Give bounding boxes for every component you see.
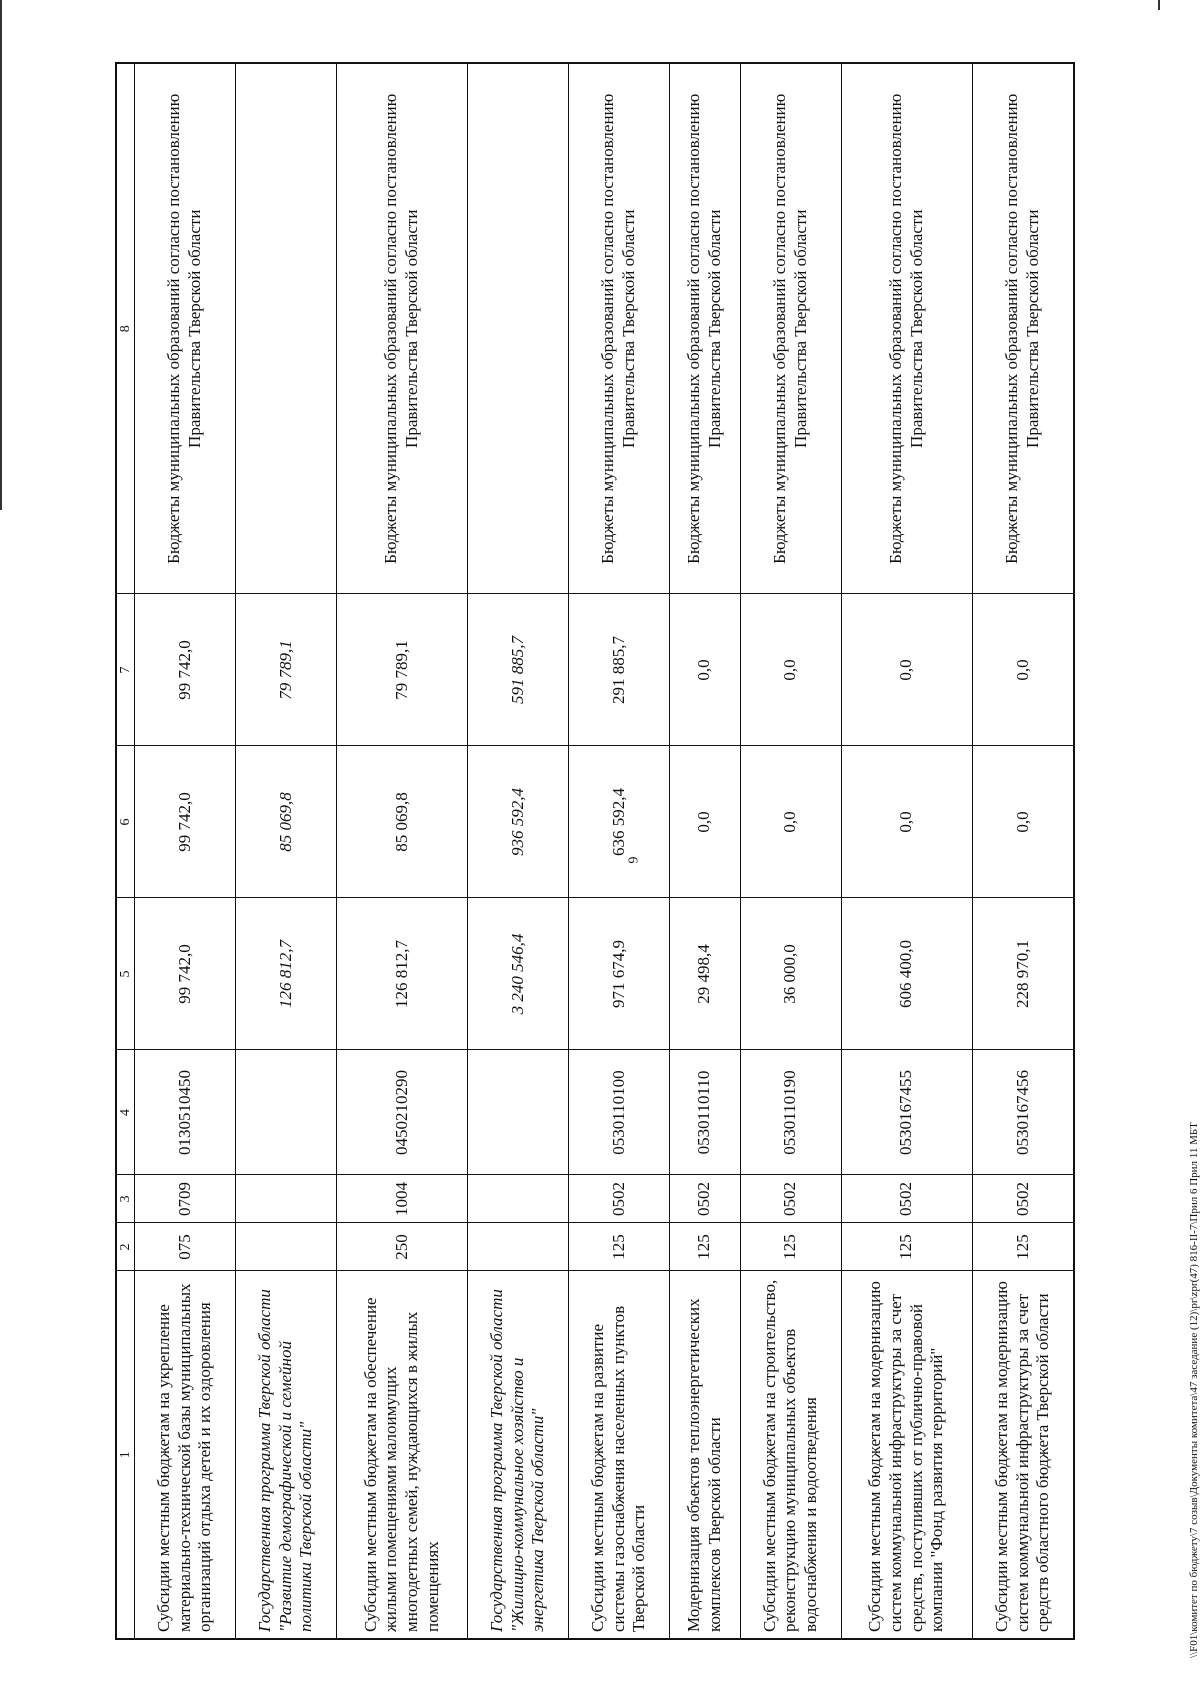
cell-col-6: 0,0 [972,746,1074,898]
page-number: 6 [624,856,640,864]
cell-col-6: 0,0 [670,746,741,898]
rotated-table-container [115,64,1075,1640]
cell-col-8 [468,63,569,594]
cell-col-7: 0,0 [670,594,741,746]
table-row [740,63,841,1639]
scan-edge-mark-left [0,0,2,510]
cell-col-7: 591 885,7 [468,594,569,746]
column-header: 2 [116,1223,135,1271]
cell-col-8: Бюджеты муниципальных образований согласно постановлению Правительства Тверской области [135,63,236,594]
cell-col-3 [468,1175,569,1223]
cell-col-6: 85 069,8 [336,746,467,898]
table-row [670,63,741,1639]
table-header-row [116,63,135,1639]
row-name: Государственная программа Тверской области "Жилищно-коммунальное хозяйство и энергетика Тверской области" [468,1271,569,1639]
row-name: Субсидии местным бюджетам на строительство, реконструкцию муниципальных объектов водоснабжения и водоотведения [740,1271,841,1639]
column-header: 3 [116,1175,135,1223]
cell-col-4 [468,1050,569,1175]
cell-col-2: 125 [841,1223,972,1271]
cell-col-7: 79 789,1 [236,594,337,746]
cell-col-4: 0130510450 [135,1050,236,1175]
cell-col-7: 99 742,0 [135,594,236,746]
cell-col-6: 99 742,0 [135,746,236,898]
row-name: Субсидии местным бюджетам на развитие системы газоснабжения населенных пунктов Тверской области [569,1271,670,1639]
cell-col-3: 0502 [972,1175,1074,1223]
cell-col-4: 0530110110 [670,1050,741,1175]
subsidies-table [115,62,1075,1640]
cell-col-6: 936 592,4 [468,746,569,898]
cell-col-2: 125 [670,1223,741,1271]
cell-col-5: 971 674,9 [569,898,670,1050]
cell-col-3: 0502 [670,1175,741,1223]
column-header: 5 [116,898,135,1050]
cell-col-8: Бюджеты муниципальных образований согласно постановлению Правительства Тверской области [569,63,670,594]
cell-col-7: 79 789,1 [336,594,467,746]
cell-col-2: 125 [740,1223,841,1271]
cell-col-6: 0,0 [740,746,841,898]
cell-col-5: 228 970,1 [972,898,1074,1050]
cell-col-2: 250 [336,1223,467,1271]
cell-col-3: 0502 [841,1175,972,1223]
row-name: Государственная программа Тверской области "Развитие демографической и семейной политики Тверской области" [236,1271,337,1639]
row-name: Субсидии местным бюджетам на модернизацию систем коммунальной инфраструктуры за счет средств, поступивших от публично-правовой компании "Фонд развития территорий" [841,1271,972,1639]
table-row [841,63,972,1639]
cell-col-7: 0,0 [740,594,841,746]
cell-col-5: 29 498,4 [670,898,741,1050]
cell-col-2: 125 [972,1223,1074,1271]
table-row-program [236,63,337,1639]
cell-col-8: Бюджеты муниципальных образований согласно постановлению Правительства Тверской области [336,63,467,594]
cell-col-2 [468,1223,569,1271]
cell-col-6: 0,0 [841,746,972,898]
cell-col-2 [236,1223,337,1271]
cell-col-2: 125 [569,1223,670,1271]
row-name: Модернизация объектов теплоэнергетических комплексов Тверской области [670,1271,741,1639]
cell-col-5: 36 000,0 [740,898,841,1050]
cell-col-3: 0502 [569,1175,670,1223]
cell-col-8: Бюджеты муниципальных образований согласно постановлению Правительства Тверской области [670,63,741,594]
cell-col-5: 99 742,0 [135,898,236,1050]
cell-col-4: 0530110190 [740,1050,841,1175]
cell-col-5: 606 400,0 [841,898,972,1050]
cell-col-8: Бюджеты муниципальных образований согласно постановлению Правительства Тверской области [972,63,1074,594]
column-header: 8 [116,63,135,594]
table-row [135,63,236,1639]
column-header: 4 [116,1050,135,1175]
column-header: 1 [116,1271,135,1639]
cell-col-5: 3 240 546,4 [468,898,569,1050]
table-row-program [468,63,569,1639]
cell-col-7: 0,0 [972,594,1074,746]
cell-col-6: 636 592,4 [569,746,670,898]
cell-col-4 [236,1050,337,1175]
cell-col-3: 0502 [740,1175,841,1223]
cell-col-8 [236,63,337,594]
cell-col-2: 075 [135,1223,236,1271]
cell-col-4: 0530167456 [972,1050,1074,1175]
column-header: 7 [116,594,135,746]
table-row [972,63,1074,1639]
cell-col-5: 126 812,7 [236,898,337,1050]
row-name: Субсидии местным бюджетам на обеспечение жилыми помещениями малоимущих многодетных семей, нуждающихся в жилых помещениях [336,1271,467,1639]
cell-col-7: 291 885,7 [569,594,670,746]
cell-col-8: Бюджеты муниципальных образований согласно постановлению Правительства Тверской области [740,63,841,594]
cell-col-3 [236,1175,337,1223]
column-header: 6 [116,746,135,898]
cell-col-4: 0530110100 [569,1050,670,1175]
cell-col-7: 0,0 [841,594,972,746]
row-name: Субсидии местным бюджетам на укрепление материально-технической базы муниципальных организаций отдыха детей и их оздоровления [135,1271,236,1639]
cell-col-3: 0709 [135,1175,236,1223]
cell-col-6: 85 069,8 [236,746,337,898]
cell-col-3: 1004 [336,1175,467,1223]
table-row [336,63,467,1639]
footer-file-path: \\F01\комитет по бюджету\7 созыв\Документы комитета\47 заседание (12)\pr\zpr(47) 816-II-7\Прил 6 Прил 11 МБТ [1188,1122,1200,1658]
cell-col-8: Бюджеты муниципальных образований согласно постановлению Правительства Тверской области [841,63,972,594]
row-name: Субсидии местным бюджетам на модернизацию систем коммунальной инфраструктуры за счет средств областного бюджета Тверской области [972,1271,1074,1639]
cell-col-4: 0530167455 [841,1050,972,1175]
table-row [569,63,670,1639]
cell-col-4: 0450210290 [336,1050,467,1175]
cell-col-5: 126 812,7 [336,898,467,1050]
scan-edge-mark-top [1158,0,1160,10]
